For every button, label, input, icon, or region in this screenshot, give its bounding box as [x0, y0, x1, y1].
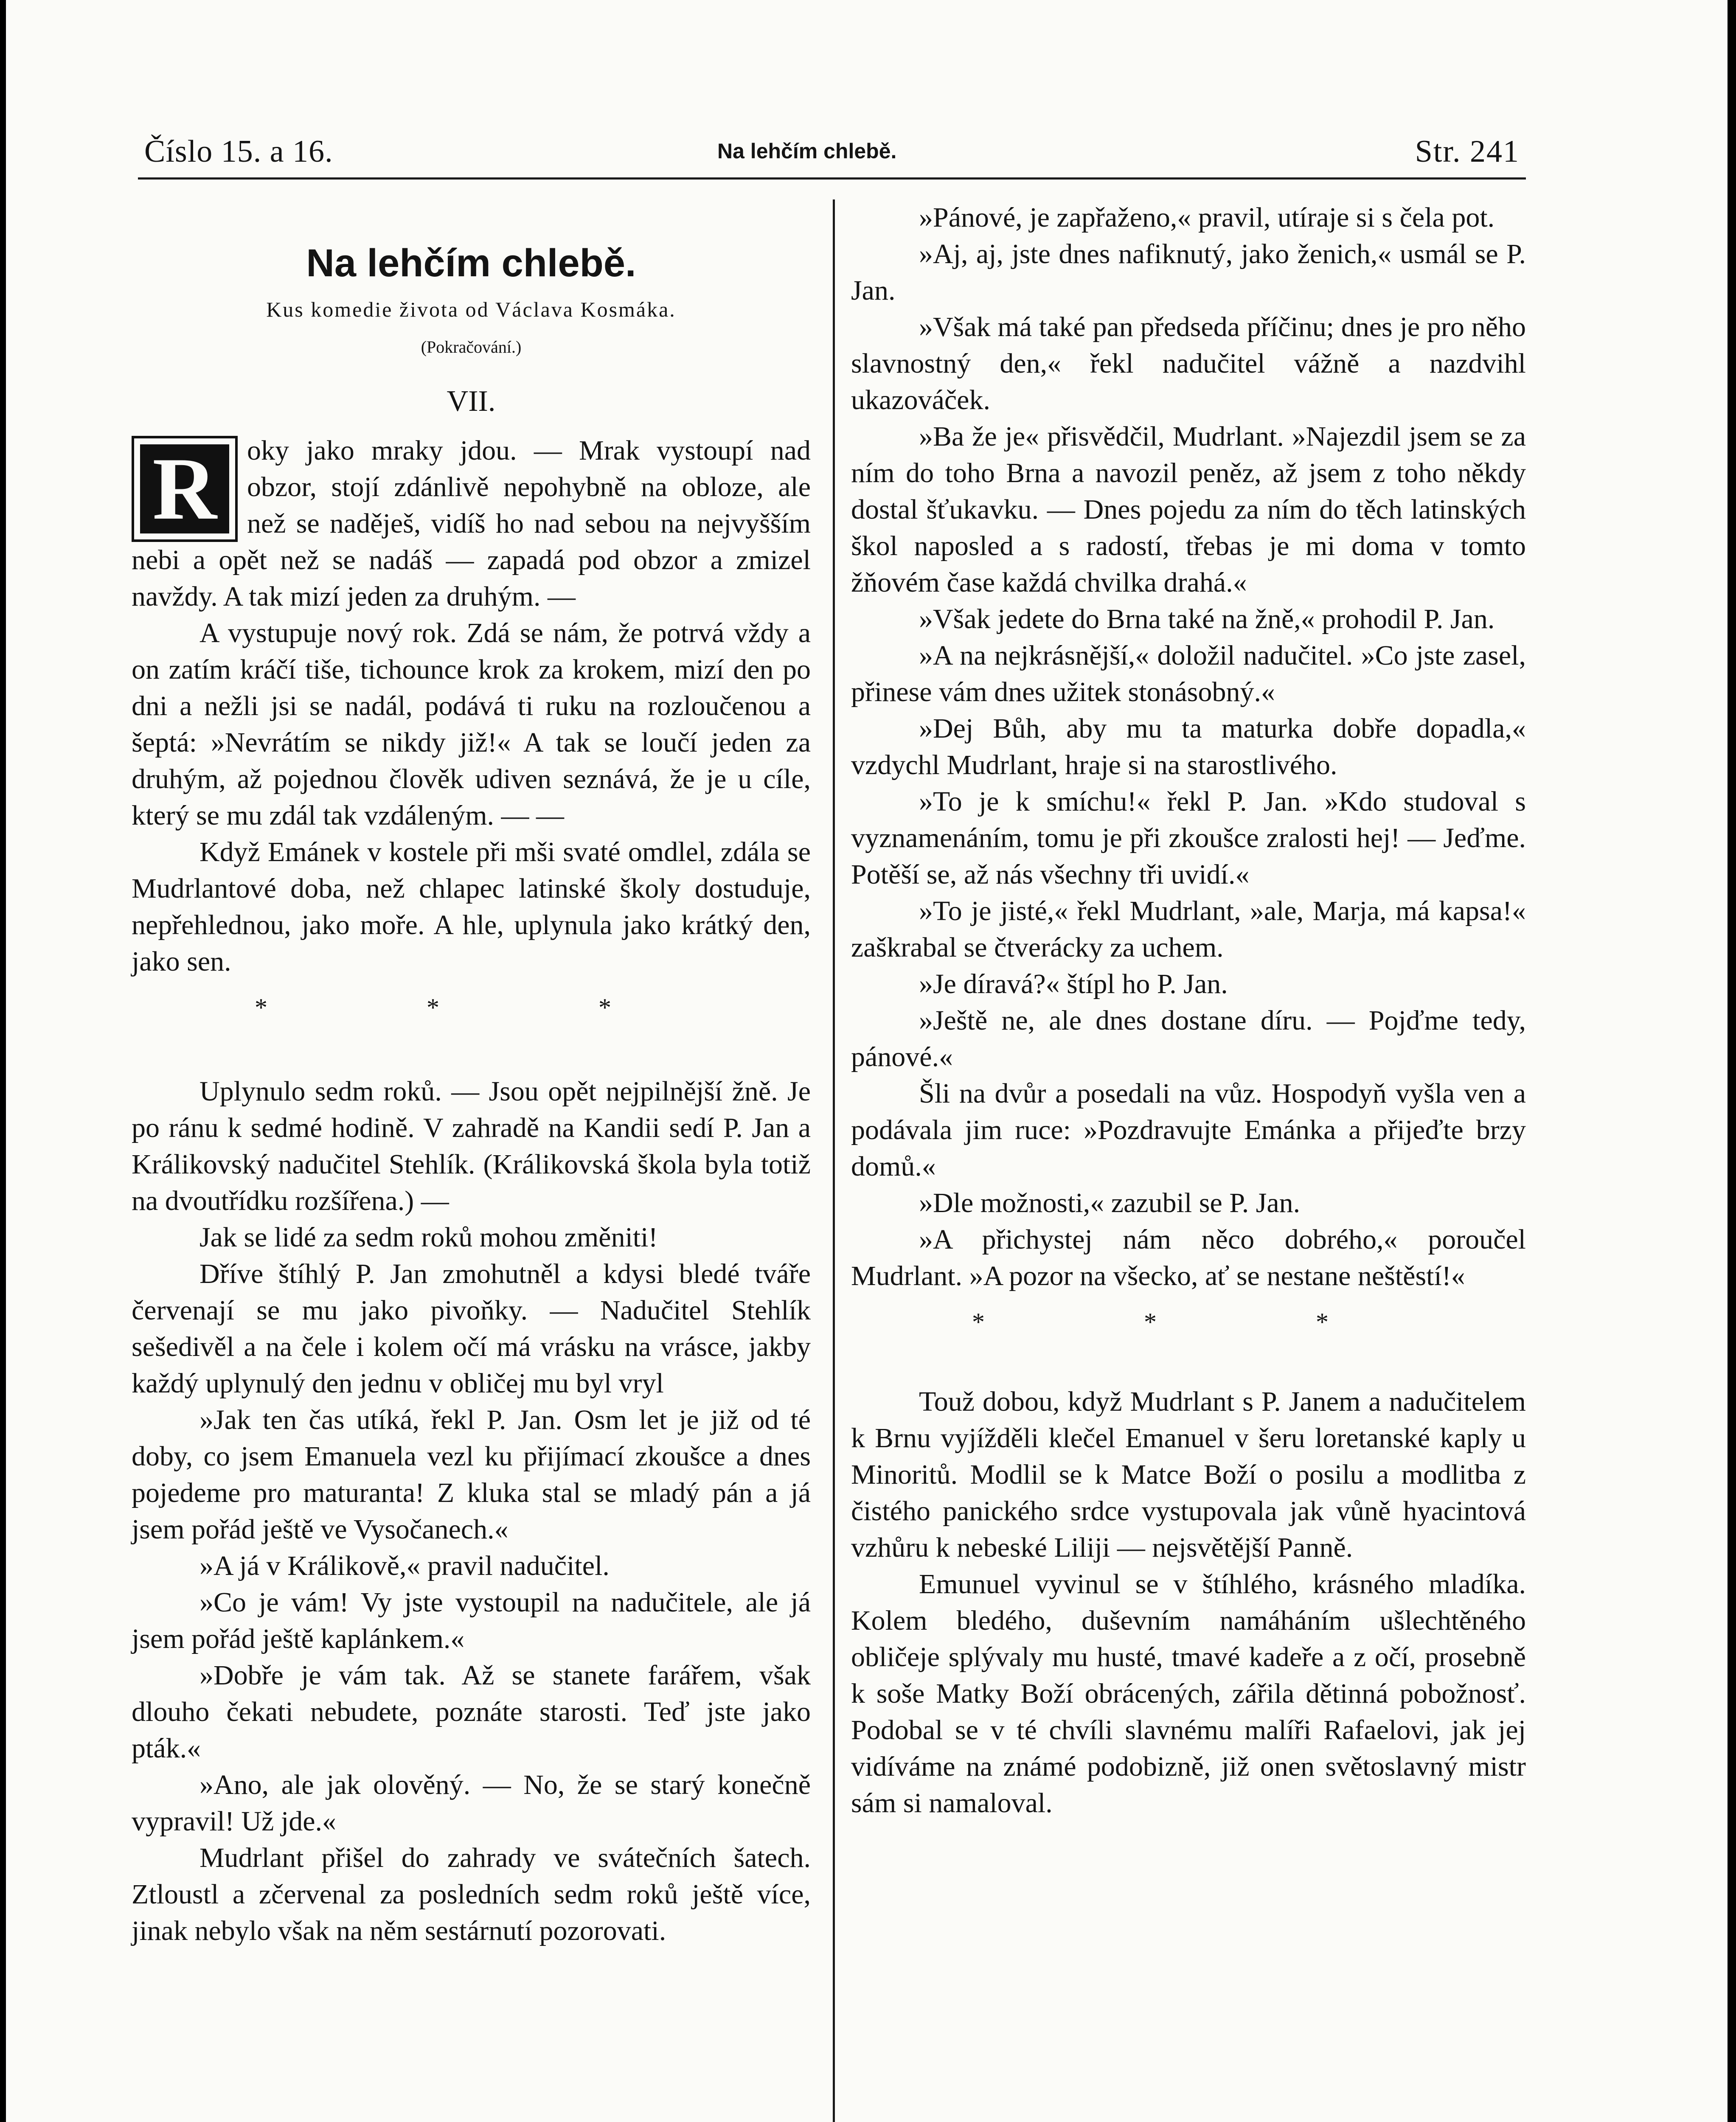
- paragraph: »Však má také pan předseda příčinu; dnes je pro něho slavnostný den,« řekl nadučitel vážně a nazdvihl ukazováček.: [851, 312, 1526, 415]
- header-rule: [138, 177, 1526, 180]
- paragraph: »Však jedete do Brna také na žně,« prohodil P. Jan.: [919, 603, 1495, 634]
- section-separator: * * *: [972, 1308, 1405, 1336]
- paragraph: »A přichystej nám něco dobrého,« poroučel Mudrlant. »A pozor na všecko, ať se nestane neštěstí!«: [851, 1224, 1526, 1291]
- running-head: Na lehčím chlebě.: [717, 139, 897, 163]
- article-subtitle: Kus komedie života od Václava Kosmáka.: [266, 298, 676, 321]
- paragraph: »Dle možnosti,« zazubil se P. Jan.: [919, 1187, 1301, 1218]
- paragraph: Mudrlant přišel do zahrady ve svátečních šatech. Ztloustl a zčervenal za posledních sedm roků ještě více, jinak nebylo však na něm sestárnutí pozorovati.: [132, 1842, 811, 1946]
- paragraph: »A na nejkrásnější,« doložil nadučitel. »Co jste zasel, přinese vám dnes užitek stonásobný.«: [851, 640, 1526, 707]
- paragraph: Když Emánek v kostele při mši svaté omdlel, zdála se Mudrlantové doba, než chlapec latinské školy dostuduje, nepřehlednou, jako moře. A hle, uplynula jako krátký den, jako sen.: [132, 836, 811, 977]
- paragraph: »Ano, ale jak olověný. — No, že se starý konečně vypravil! Už jde.«: [132, 1769, 811, 1837]
- page-number: Str. 241: [1415, 134, 1520, 169]
- paragraph: Touž dobou, když Mudrlant s P. Janem a nadučitelem k Brnu vyjížděli klečel Emanuel v šeru loretanské kaply u Minoritů. Modlil se k Matce Boží o posilu a modlitba z čistého panického srdce vystupovala jak vůně hyacintová vzhůru k nebeské Liliji — nejsvětější Panně.: [851, 1386, 1526, 1563]
- paragraph: »A já v Králikově,« pravil nadučitel.: [199, 1550, 610, 1581]
- scan-edge-left: [0, 0, 6, 2122]
- paragraph: »Je díravá?« štípl ho P. Jan.: [919, 968, 1228, 999]
- right-column: [851, 199, 1526, 1822]
- paragraph: »To je jisté,« řekl Mudrlant, »ale, Marja, má kapsa!« zaškrabal se čtverácky za uchem.: [851, 895, 1526, 963]
- paragraph: »Co je vám! Vy jste vystoupil na nadučitele, ale já jsem pořád ještě kaplánkem.«: [132, 1587, 811, 1654]
- paragraph: »Pánové, je zapřaženo,« pravil, utíraje si s čela pot.: [919, 202, 1495, 233]
- paragraph: Emunuel vyvinul se v štíhlého, krásného mladíka. Kolem bledého, duševním namáháním ušlechtěného obličeje splývaly mu husté, tmavé kadeře a z očí, prosebně k soše Matky Boží obrácených, zářila dětinná pobožnosť. Podobal se v té chvíli slavnému malíři Rafaelovi, jak jej vidíváme na známé podobizně, již onen světoslavný mistr sám si namaloval.: [851, 1569, 1526, 1819]
- paragraph: »To je k smíchu!« řekl P. Jan. »Kdo studoval s vyznamenáním, tomu je při zkoušce zralosti hej! — Jeďme. Potěší se, až nás všechny tři uvidí.«: [851, 786, 1526, 890]
- column-divider: [833, 199, 835, 2122]
- paragraph: »Aj, aj, jste dnes nafiknutý, jako ženich,« usmál se P. Jan.: [851, 239, 1526, 306]
- paragraph: R oky jako mraky jdou. — Mrak vystoupí nad obzor, stojí zdánlivě nepohybně na obloze, ale než se naděješ, vidíš ho nad sebou na nejvyšším nebi a opět než se nadáš — zapadá pod obzor a zmizel navždy. A tak mizí jeden za druhým. —: [132, 435, 811, 612]
- paragraph: Uplynulo sedm roků. — Jsou opět nejpilnější žně. Je po ránu k sedmé hodině. V zahradě na Kandii sedí P. Jan a Králikovský nadučitel Stehlík. (Králikovská škola byla totiž na dvoutřídku rozšířena.) —: [132, 1076, 811, 1216]
- chapter-heading: VII.: [447, 385, 496, 418]
- paragraph: »Dobře je vám tak. Až se stanete farářem, však dlouho čekati nebudete, poznáte starosti. Teď jste jako pták.«: [132, 1660, 811, 1764]
- scan-edge-right: [1728, 0, 1736, 2122]
- issue-number: Číslo 15. a 16.: [144, 134, 333, 169]
- paragraph: »Ba že je« přisvědčil, Mudrlant. »Najezdil jsem se za ním do toho Brna a navozil peněz, až jsem z toho někdy dostal šťukavku. — Dnes pojedu za ním do těch latinských škol naposled a s radostí, třebas je mi doma v tomto žňovém čase každá chvilka drahá.«: [851, 421, 1526, 598]
- dropcap-initial: R: [132, 436, 238, 542]
- section-separator: * * *: [255, 994, 688, 1022]
- paragraph: »Ještě ne, ale dnes dostane díru. — Pojďme tedy, pánové.«: [851, 1005, 1526, 1072]
- paragraph: Dříve štíhlý P. Jan zmohutněl a kdysi bledé tváře červenají se mu jako pivoňky. — Nadučitel Stehlík sešedivěl a na čele i kolem očí má vrásku na vrásce, jakby každý uplynulý den jednu v obličej mu byl vryl: [132, 1258, 811, 1399]
- paragraph: Šli na dvůr a posedali na vůz. Hospodyň vyšla ven a podávala jim ruce: »Pozdravujte Emánka a přijeďte brzy domů.«: [851, 1078, 1526, 1182]
- article-title: Na lehčím chlebě.: [306, 241, 636, 285]
- paragraph: »Dej Bůh, aby mu ta maturka dobře dopadla,« vzdychl Mudrlant, hraje si na starostlivého.: [851, 713, 1526, 780]
- paragraph: A vystupuje nový rok. Zdá se nám, že potrvá vždy a on zatím kráčí tiše, tichounce krok za krokem, mizí den po dni a nežli jsi se nadál, podává ti ruku na rozloučenou a šeptá: »Nevrátím se nikdy již!« A tak se loučí jeden za druhým, až pojednou člověk udiven seznává, že je u cíle, který se mu zdál tak vzdáleným. — —: [132, 618, 811, 831]
- page-header: [144, 129, 1520, 176]
- left-column: [132, 238, 811, 1949]
- continuation-note: (Pokračování.): [421, 337, 522, 356]
- paragraph: »Jak ten čas utíká, řekl P. Jan. Osm let je již od té doby, co jsem Emanuela vezl ku přijímací zkoušce a dnes pojedeme pro maturanta! Z kluka stal se mladý pán a já jsem pořád ještě ve Vysočanech.«: [132, 1404, 811, 1545]
- paragraph: Jak se lidé za sedm roků mohou změniti!: [199, 1222, 658, 1253]
